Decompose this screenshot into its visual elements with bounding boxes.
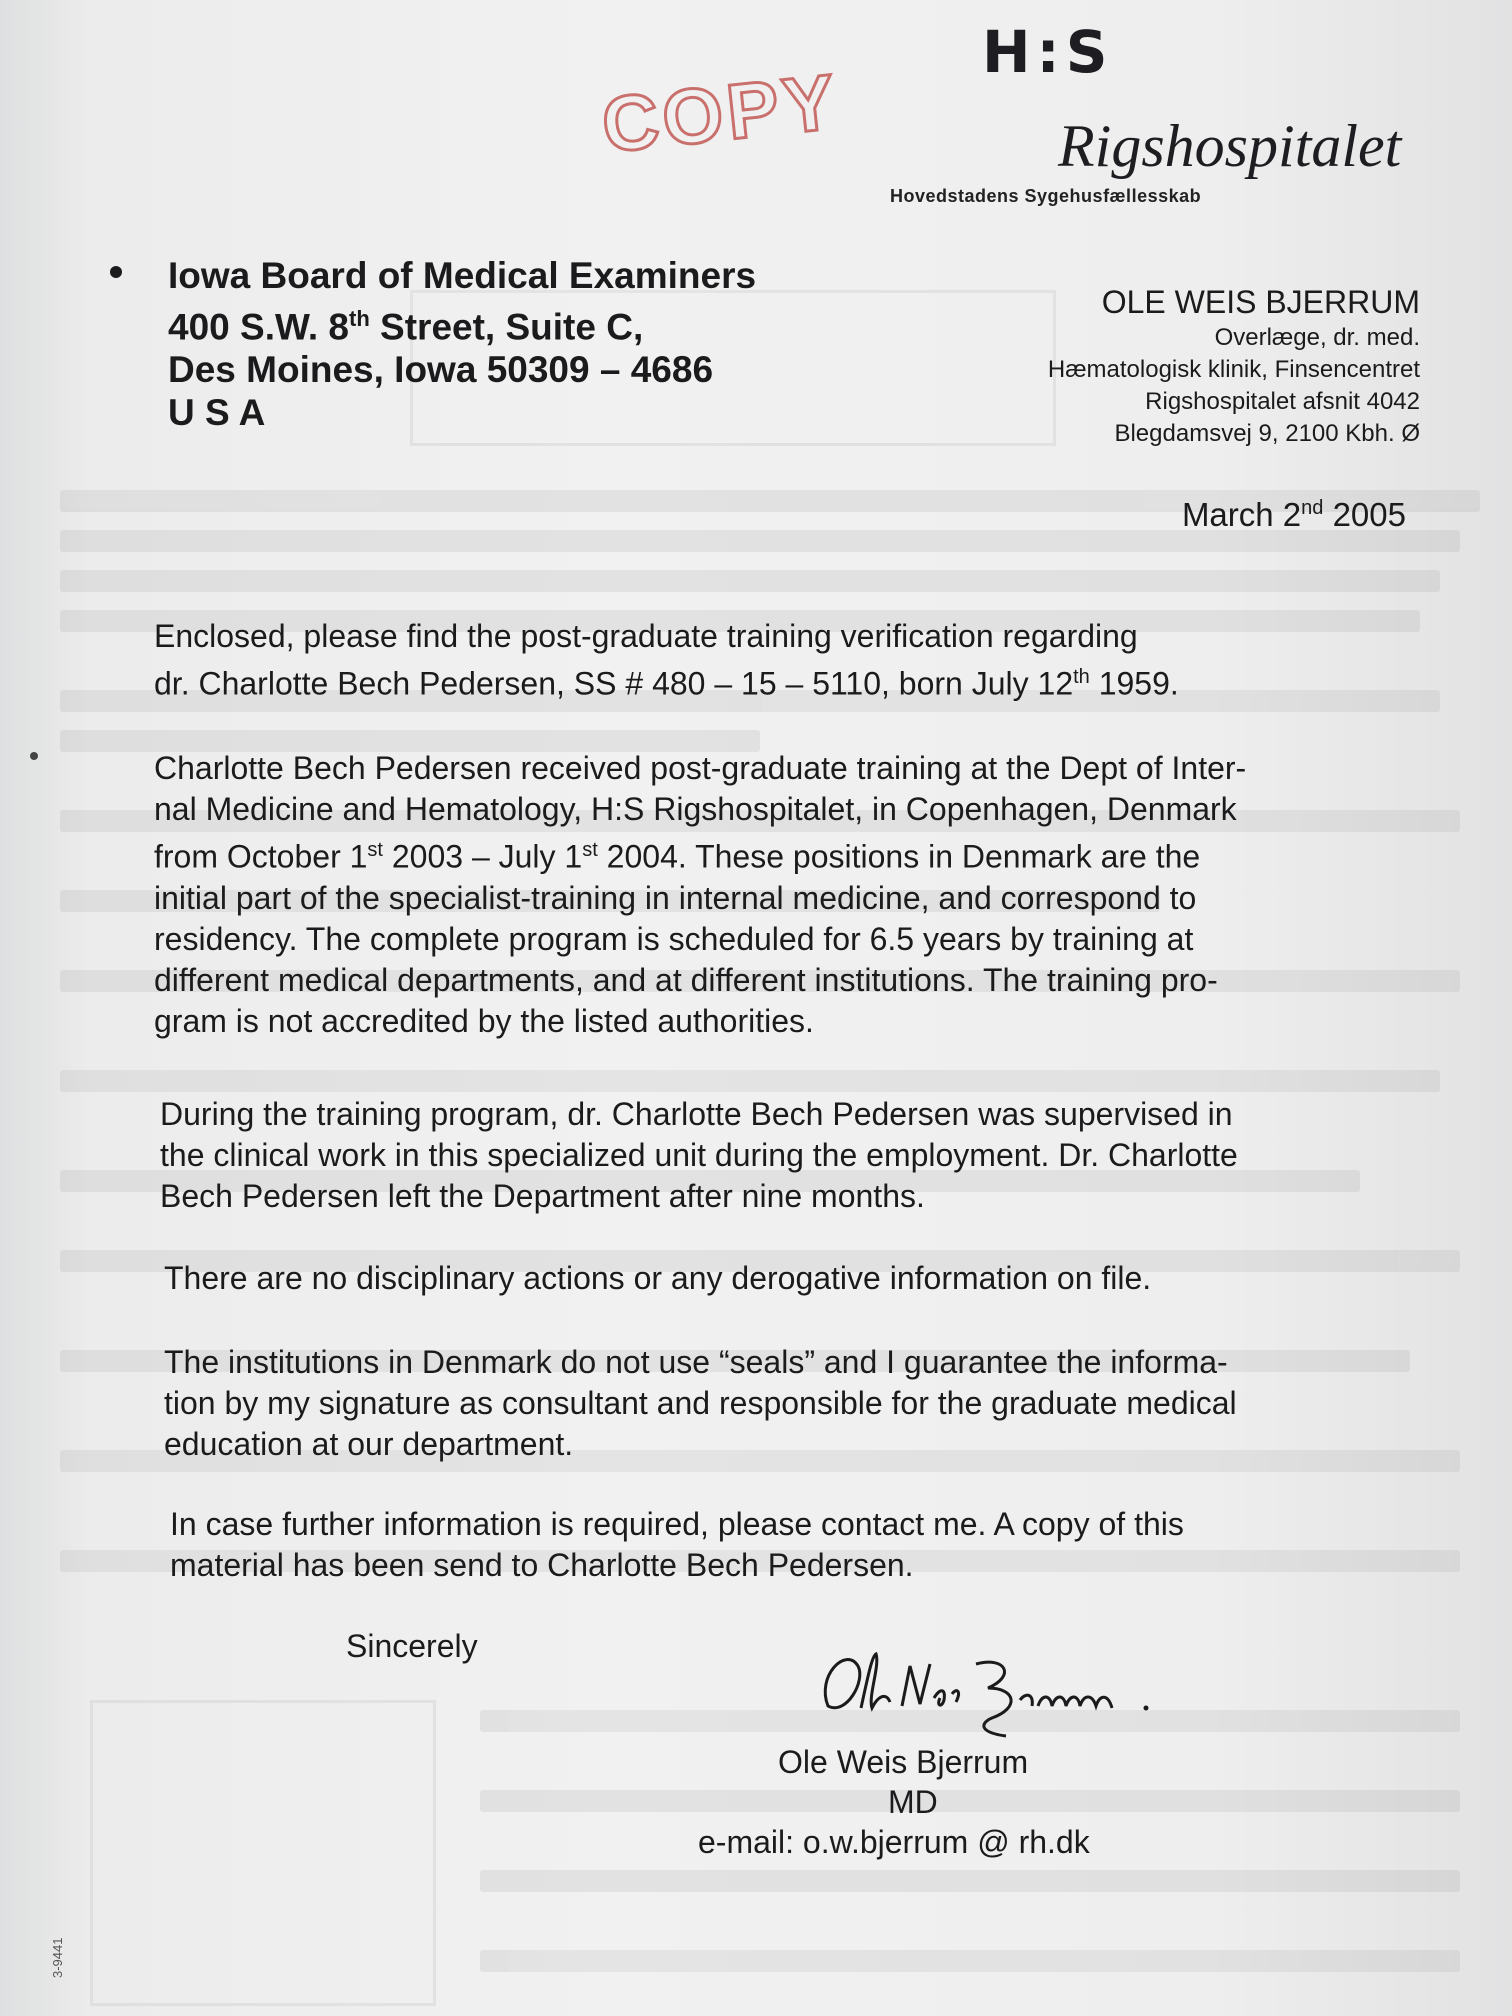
paragraph-enclosed: Enclosed, please find the post-graduate training verification regarding dr. Charlotte Bech Pedersen, SS # 480 – 15 – 5110, born July 12th 1959.: [154, 618, 1179, 702]
sender-section: Rigshospitalet afsnit 4042: [1145, 388, 1420, 415]
margin-dot: [30, 752, 38, 760]
signer-email: e-mail: o.w.bjerrum @ rh.dk: [698, 1824, 1090, 1860]
letter-date: March 2nd 2005: [1181, 496, 1406, 533]
paragraph-training: Charlotte Bech Pedersen received post-graduate training at the Dept of Inter- nal Medicine and Hematology, H:S Rigshospitalet, in Copenhagen, Denmark from October 1st 2003 – July 1st 2004. These positions in Denmark are the initial part of the specialist-training in internal medicine, and correspond to residency. The complete program is scheduled for 6.5 years by training at different medical departments, and at different institutions. The training pro- gram is not accredited by the listed authorities.: [154, 750, 1247, 1039]
hospital-logo-name: Rigshospitalet: [1058, 113, 1402, 179]
recipient-line-2: 400 S.W. 8th Street, Suite C,: [168, 306, 644, 348]
paragraph-contact: In case further information is required, please contact me. A copy of this material has been send to Charlotte Bech Pedersen.: [170, 1506, 1184, 1583]
recipient-address: [168, 254, 756, 434]
sender-name: OLE WEIS BJERRUM: [1101, 284, 1420, 320]
hs-logo-mark: H:S: [982, 18, 1114, 86]
paragraph-disciplinary: There are no disciplinary actions or any derogative information on file.: [164, 1260, 1152, 1296]
signer-degree: MD: [888, 1784, 938, 1820]
sender-title: Overlæge, dr. med.: [1214, 324, 1420, 351]
sender-clinic: Hæmatologisk klinik, Finsencentret: [1047, 356, 1420, 383]
recipient-line-4: U S A: [168, 392, 266, 434]
closing-salutation: Sincerely: [346, 1628, 478, 1664]
hospital-logo-subtitle: Hovedstadens Sygehusfællesskab: [890, 186, 1202, 206]
margin-number: 3-9441: [50, 1937, 65, 1978]
sender-block: [1048, 284, 1420, 450]
sender-address: Blegdamsvej 9, 2100 Kbh. Ø: [1114, 420, 1420, 447]
copy-stamp: COPY: [597, 56, 843, 170]
paragraph-seals: The institutions in Denmark do not use “seals” and I guarantee the informa- tion by my signature as consultant and responsible for the graduate medical education at our department.: [164, 1344, 1237, 1462]
signer-name: Ole Weis Bjerrum: [778, 1744, 1029, 1780]
bullet-icon: [110, 266, 122, 278]
recipient-line-3: Des Moines, Iowa 50309 – 4686: [168, 349, 714, 391]
handwritten-signature: [806, 1636, 1176, 1746]
recipient-line-1: Iowa Board of Medical Examiners: [168, 255, 757, 296]
paragraph-supervision: During the training program, dr. Charlotte Bech Pedersen was supervised in the clinical work in this specialized unit during the employment. Dr. Charlotte Bech Pedersen left the Department after nine months.: [160, 1096, 1238, 1214]
